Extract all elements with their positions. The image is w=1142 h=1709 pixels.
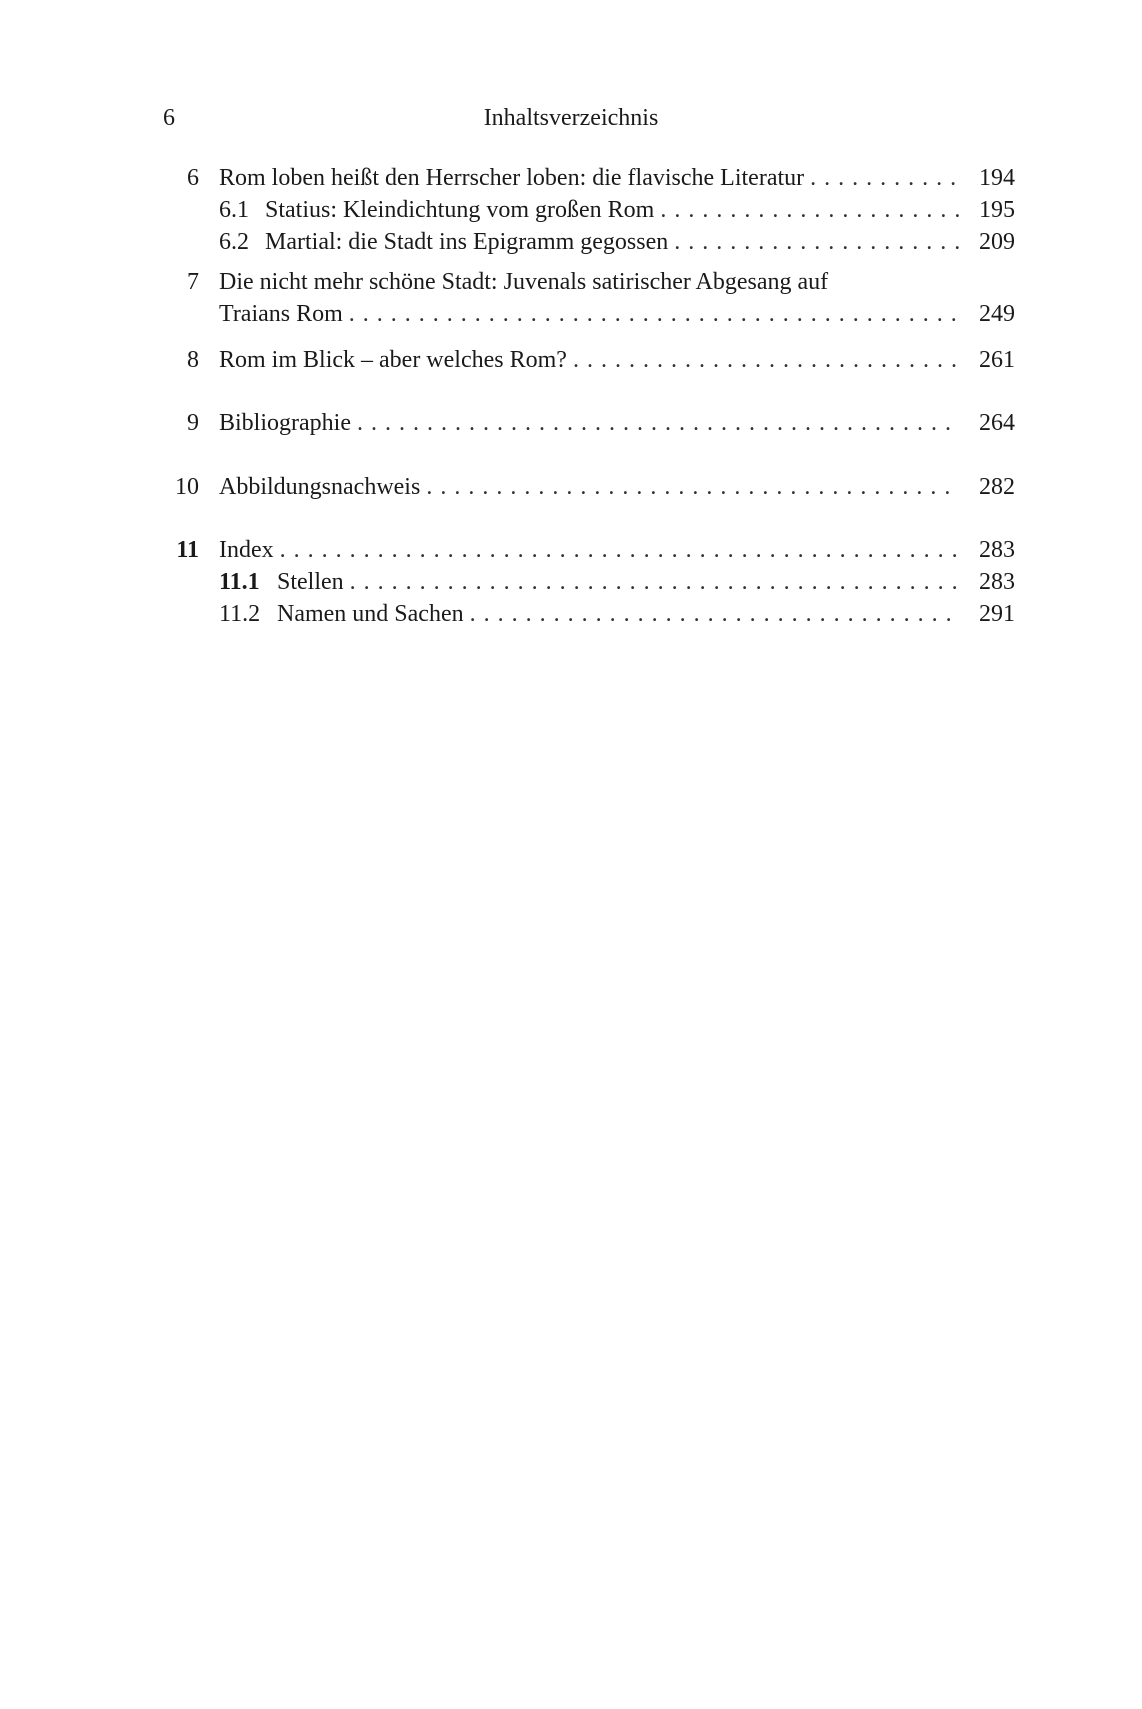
toc-row[interactable] [155,407,1015,439]
page-ref: 209 [979,229,1015,255]
page-ref: 283 [979,569,1015,595]
chapter-title-line1: Die nicht mehr schöne Stadt: Juvenals satirischer Abgesang auf [219,269,829,295]
toc-entry-11 [155,534,1015,630]
dot-leader [674,226,959,258]
toc-row[interactable] [155,266,1015,298]
section-title: Namen und Sachen [277,601,464,627]
chapter-number: 7 [187,269,199,295]
running-head: Inhaltsverzeichnis [483,105,659,131]
chapter-title: Rom im Blick – aber welches Rom? [219,347,567,373]
dot-leader [349,298,959,330]
page-ref: 249 [979,301,1015,327]
chapter-number: 6 [187,165,199,191]
chapter-number: 8 [187,347,199,373]
page-number: 6 [163,105,175,131]
section-title: Stellen [277,569,344,595]
toc-subrow[interactable] [155,226,1015,258]
page-ref: 283 [979,537,1015,563]
dot-leader [350,566,959,598]
chapter-title: Abbildungsnachweis [219,474,421,500]
section-title: Statius: Kleindichtung vom großen Rom [265,197,655,223]
section-number: 6.2 [219,229,249,255]
toc-row[interactable] [155,534,1015,566]
toc-subrow[interactable] [155,566,1015,598]
toc-row[interactable] [155,344,1015,376]
section-number: 6.1 [219,197,249,223]
dot-leader [660,194,959,226]
chapter-number: 11 [176,537,199,563]
page-ref: 195 [979,197,1015,223]
section-title: Martial: die Stadt ins Epigramm gegossen [265,229,669,255]
toc-entry-7 [155,266,1015,330]
page-ref: 291 [979,601,1015,627]
toc-entry-8 [155,344,1015,376]
toc-entry-9 [155,407,1015,439]
chapter-number: 10 [175,474,199,500]
toc-row[interactable] [155,471,1015,503]
toc-entry-6 [155,162,1015,258]
dot-leader [280,534,959,566]
toc-row-continuation[interactable] [155,298,1015,330]
page-ref: 282 [979,474,1015,500]
page-ref: 264 [979,410,1015,436]
toc-subrow[interactable] [155,598,1015,630]
dot-leader [470,598,959,630]
chapter-title: Bibliographie [219,410,351,436]
chapter-title: Rom loben heißt den Herrscher loben: die flavische Literatur [219,165,805,191]
chapter-title-line2: Traians Rom [219,301,343,327]
section-number: 11.1 [219,569,260,595]
toc-entry-10 [155,471,1015,503]
chapter-number: 9 [187,410,199,436]
dot-leader [810,162,959,194]
dot-leader [357,407,959,439]
toc-row[interactable] [155,162,1015,194]
page-ref: 261 [979,347,1015,373]
page-ref: 194 [979,165,1015,191]
section-number: 11.2 [219,601,261,627]
dot-leader [573,344,959,376]
toc-subrow[interactable] [155,194,1015,226]
dot-leader [426,471,959,503]
chapter-title: Index [219,537,274,563]
